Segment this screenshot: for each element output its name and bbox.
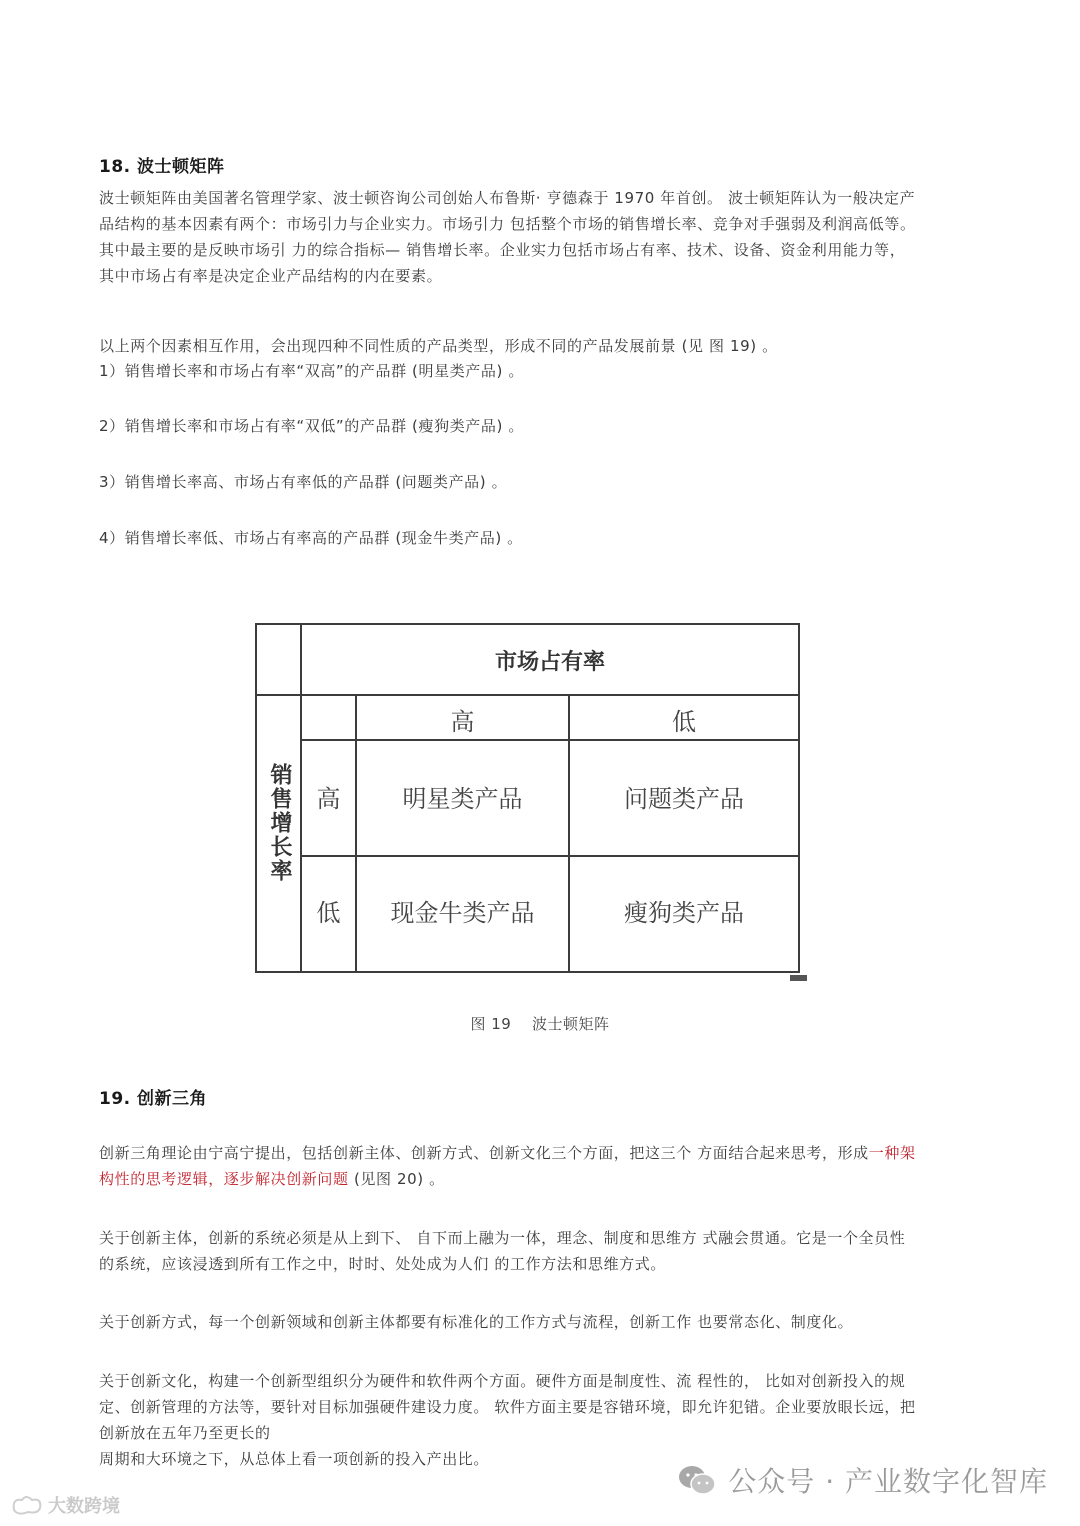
matrix-top-label: 市场占有率	[494, 650, 605, 675]
section-19-paragraph-2: 关于创新主体，创新的系统必须是从上到下、 自下而上融为一体，理念、制度和思维方 式融会贯通。它是一个全员性的系统，应该浸透到所有工作之中，时时、处处成为人们 的工作方法和思维方式。	[99, 1229, 906, 1273]
section-18-lead: 以上两个因素相互作用，会出现四种不同性质的产品类型，形成不同的产品发展前景 (见 图 19) 。	[99, 337, 778, 355]
figure-caption: 图 19 波士顿矩阵	[470, 1015, 610, 1033]
matrix-col-high: 高	[450, 708, 475, 736]
matrix-cell-star: 明星类产品	[402, 785, 523, 813]
matrix-side-label: 销售增长率	[267, 763, 292, 883]
section-19-paragraph-3: 关于创新方式，每一个创新领域和创新主体都要有标准化的工作方式与流程，创新工作 也要常态化、制度化。	[99, 1313, 854, 1331]
list-item: 2）销售增长率和市场占有率“双低”的产品群 (瘦狗类产品) 。	[99, 417, 524, 435]
list-item: 1）销售增长率和市场占有率“双高”的产品群 (明星类产品) 。	[99, 362, 524, 380]
list-item: 3）销售增长率高、市场占有率低的产品群 (问题类产品) 。	[99, 473, 508, 491]
bcg-matrix	[255, 623, 800, 973]
wechat-icon	[678, 1465, 716, 1495]
section-18-heading: 18. 波士顿矩阵	[99, 157, 225, 177]
matrix-cell-question: 问题类产品	[624, 785, 744, 813]
matrix-row-high: 高	[316, 785, 341, 813]
matrix-cell-dog: 瘦狗类产品	[624, 899, 744, 927]
section-19-paragraph-4-end: 周期和大环境之下，从总体上看一项创新的投入产出比。	[99, 1450, 490, 1468]
logo-icon	[10, 1494, 44, 1516]
section-19-paragraph-4: 关于创新文化，构建一个创新型组织分为硬件和软件两个方面。硬件方面是制度性、流 程性的， 比如对创新投入的规定、创新管理的方法等，要针对目标加强硬件建设力度。 软件方面主要是容错环境，即允许犯错。企业要放眼长远，把创新放在五年乃至更长的	[99, 1372, 916, 1442]
watermark-logo: 大数跨境	[10, 1492, 120, 1518]
section-19-heading: 19. 创新三角	[99, 1089, 208, 1109]
watermark-wechat: 公众号 · 产业数字化智库	[678, 1460, 1048, 1500]
figure-corner-mark	[790, 975, 807, 981]
matrix-col-low: 低	[672, 708, 696, 736]
section-19-paragraph-1: 创新三角理论由宁高宁提出，包括创新主体、创新方式、创新文化三个方面，把这三个 方面结合起来思考，形成一种架构性的思考逻辑，逐步解决创新问题 (见图 20) 。	[99, 1144, 916, 1188]
list-item: 4）销售增长率低、市场占有率高的产品群 (现金牛类产品) 。	[99, 529, 523, 547]
matrix-row-low: 低	[316, 899, 341, 927]
section-18-intro: 波士顿矩阵由美国著名管理学家、波士顿咨询公司创始人布鲁斯· 亨德森于 1970 年首创。 波士顿矩阵认为一般决定产品结构的基本因素有两个：市场引力与企业实力。市场引力 包括整个市场的销售增长率、竞争对手强弱及利润高低等。其中最主要的是反映市场引 力的综合指标— 销售增长率。企业实力包括市场占有率、技术、设备、资金利用能力等， 其中市场占有率是决定企业产品结构的内在要素。	[99, 189, 916, 285]
highlighted-text: 一种架构性的思考逻辑，逐步解决创新问题	[99, 1144, 916, 1188]
matrix-cell-cashcow: 现金牛类产品	[390, 899, 535, 927]
